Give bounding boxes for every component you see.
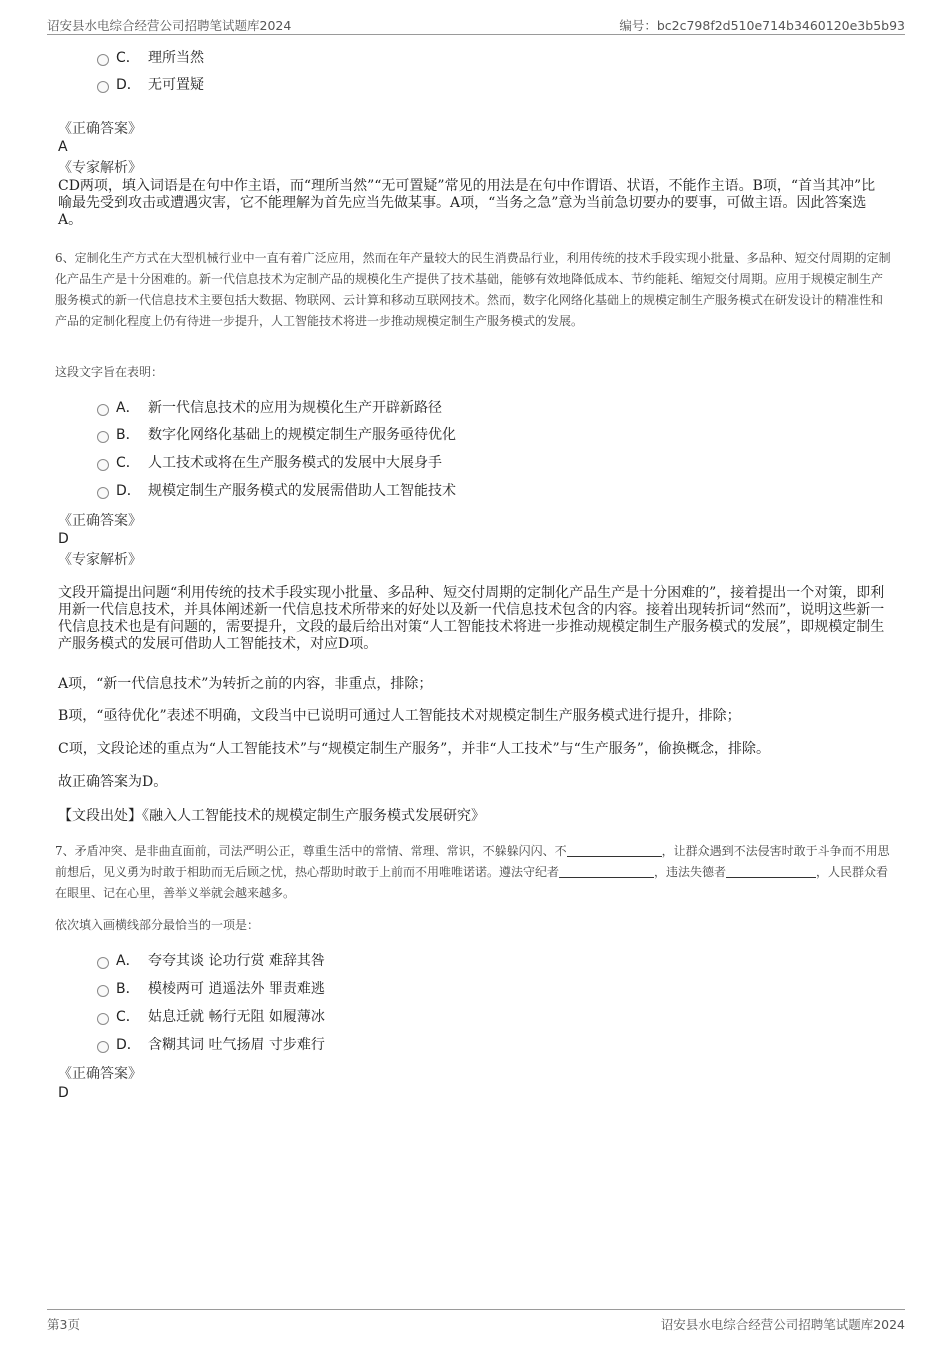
radio-icon[interactable] [97, 1041, 109, 1053]
q5-answer-heading: 《正确答案》 [58, 121, 142, 137]
q7-answer-heading: 《正确答案》 [58, 1066, 142, 1082]
page-header [47, 14, 905, 35]
page-number: 第3页 [47, 1317, 80, 1332]
q7-option-d[interactable]: D． 含糊其词 吐气扬眉 寸步难行 [97, 1034, 325, 1056]
radio-icon[interactable] [97, 81, 109, 93]
q6-answer: D [58, 531, 69, 547]
q7-option-a[interactable]: A． 夸夸其谈 论功行赏 难辞其咎 [97, 950, 325, 972]
radio-icon[interactable] [97, 404, 109, 416]
q7-stem: 7、矛盾冲突、是非曲直面前，司法严明公正，尊重生活中的常情、常理、常识，不躲躲闪闪、不 ，让群众遇到不法侵害时敢于斗争而不用思前想后，见义勇为时敢于相助而无后顾之忧，热心帮助时敢于上前而不用唯唯诺诺。遵法守纪者 ，违法失德者 ，人民群众看在眼里、记在心里，善举义举就会越来越多。 [55, 844, 890, 900]
q7-answer: D [58, 1085, 69, 1101]
q6-answer-heading: 《正确答案》 [58, 513, 142, 529]
q6-question: 这段文字旨在表明： [55, 365, 164, 379]
blank-3[interactable] [726, 865, 816, 878]
header-title: 诏安县水电综合经营公司招聘笔试题库2024 [47, 18, 292, 33]
radio-icon[interactable] [97, 431, 109, 443]
q5-analysis-heading: 《专家解析》 [58, 160, 142, 176]
q5-analysis: CD两项，填入词语是在句中作主语，而“理所当然”“无可置疑”常见的用法是在句中作谓语、状语，不能作主语。B项，“首当其冲”比喻最先受到攻击或遭遇灾害，它不能理解为首先应当先做某事。A项，“当务之急”意为当前急切要办的要事，可做主语。因此答案选A。 [58, 178, 876, 228]
q6-analysis-main: 文段开篇提出问题“利用传统的技术手段实现小批量、多品种、短交付周期的定制化产品生产是十分困难的”，接着提出一个对策，即利用新一代信息技术，并具体阐述新一代信息技术所带来的好处以及新一代信息技术包含的内容。接着出现转折词“然而”，说明这些新一代信息技术也是有问题的，需要提升，文段的最后给出对策“人工智能技术将进一步推动规模定制生产服务模式的发展”，即规模定制生产服务模式的发展可借助人工智能技术，对应D项。 [58, 585, 885, 652]
page-footer [47, 1309, 905, 1332]
q6-option-d[interactable]: D． 规模定制生产服务模式的发展需借助人工智能技术 [97, 480, 456, 502]
radio-icon[interactable] [97, 54, 109, 66]
q6-analysis-c: C项，文段论述的重点为“人工智能技术”与“规模定制生产服务”，并非“人工技术”与“生产服务”，偷换概念，排除。 [58, 741, 770, 757]
q6-analysis-a: A项，“新一代信息技术”为转折之前的内容，非重点，排除； [58, 676, 433, 692]
q6-option-c[interactable]: C． 人工技术或将在生产服务模式的发展中大展身手 [97, 452, 442, 474]
q6-option-b[interactable]: B． 数字化网络化基础上的规模定制生产服务亟待优化 [97, 424, 456, 446]
radio-icon[interactable] [97, 957, 109, 969]
blank-1[interactable] [567, 844, 662, 857]
radio-icon[interactable] [97, 985, 109, 997]
q6-analysis-heading: 《专家解析》 [58, 552, 142, 568]
q6-analysis-b: B项，“亟待优化”表述不明确，文段当中已说明可通过人工智能技术对规模定制生产服务模式进行提升，排除； [58, 708, 741, 724]
q5-option-d[interactable]: D． 无可置疑 [97, 74, 204, 96]
q5-answer: A [58, 139, 68, 155]
q6-analysis-final: 故正确答案为D。 [58, 774, 168, 790]
blank-2[interactable] [559, 865, 654, 878]
radio-icon[interactable] [97, 459, 109, 471]
header-code: 编号：bc2c798f2d510e714b3460120e3b5b93 [619, 18, 905, 33]
q7-question: 依次填入画横线部分最恰当的一项是： [55, 918, 260, 932]
q7-option-c[interactable]: C． 姑息迁就 畅行无阻 如履薄冰 [97, 1006, 325, 1028]
radio-icon[interactable] [97, 487, 109, 499]
footer-title: 诏安县水电综合经营公司招聘笔试题库2024 [660, 1317, 905, 1332]
q6-stem: 6、定制化生产方式在大型机械行业中一直有着广泛应用，然而在年产量较大的民生消费品行业，利用传统的技术手段实现小批量、多品种、短交付周期的定制化产品生产是十分困难的。新一代信息技术为定制产品的规模化生产提供了技术基础，能够有效地降低成本、节约能耗、缩短交付周期。应用于规模定制生产服务模式的新一代信息技术主要包括大数据、物联网、云计算和移动互联网技术。然而，数字化网络化基础上的规模定制生产服务模式在研发设计的精准性和产品的定制化程度上仍有待进一步提升，人工智能技术将进一步推动规模定制生产服务模式的发展。 [55, 251, 891, 328]
q6-source: 【文段出处】《融入人工智能技术的规模定制生产服务模式发展研究》 [58, 808, 485, 824]
q7-option-b[interactable]: B． 模棱两可 逍遥法外 罪责难逃 [97, 978, 325, 1000]
radio-icon[interactable] [97, 1013, 109, 1025]
q6-option-a[interactable]: A． 新一代信息技术的应用为规模化生产开辟新路径 [97, 397, 442, 419]
q5-option-c[interactable]: C． 理所当然 [97, 47, 204, 69]
